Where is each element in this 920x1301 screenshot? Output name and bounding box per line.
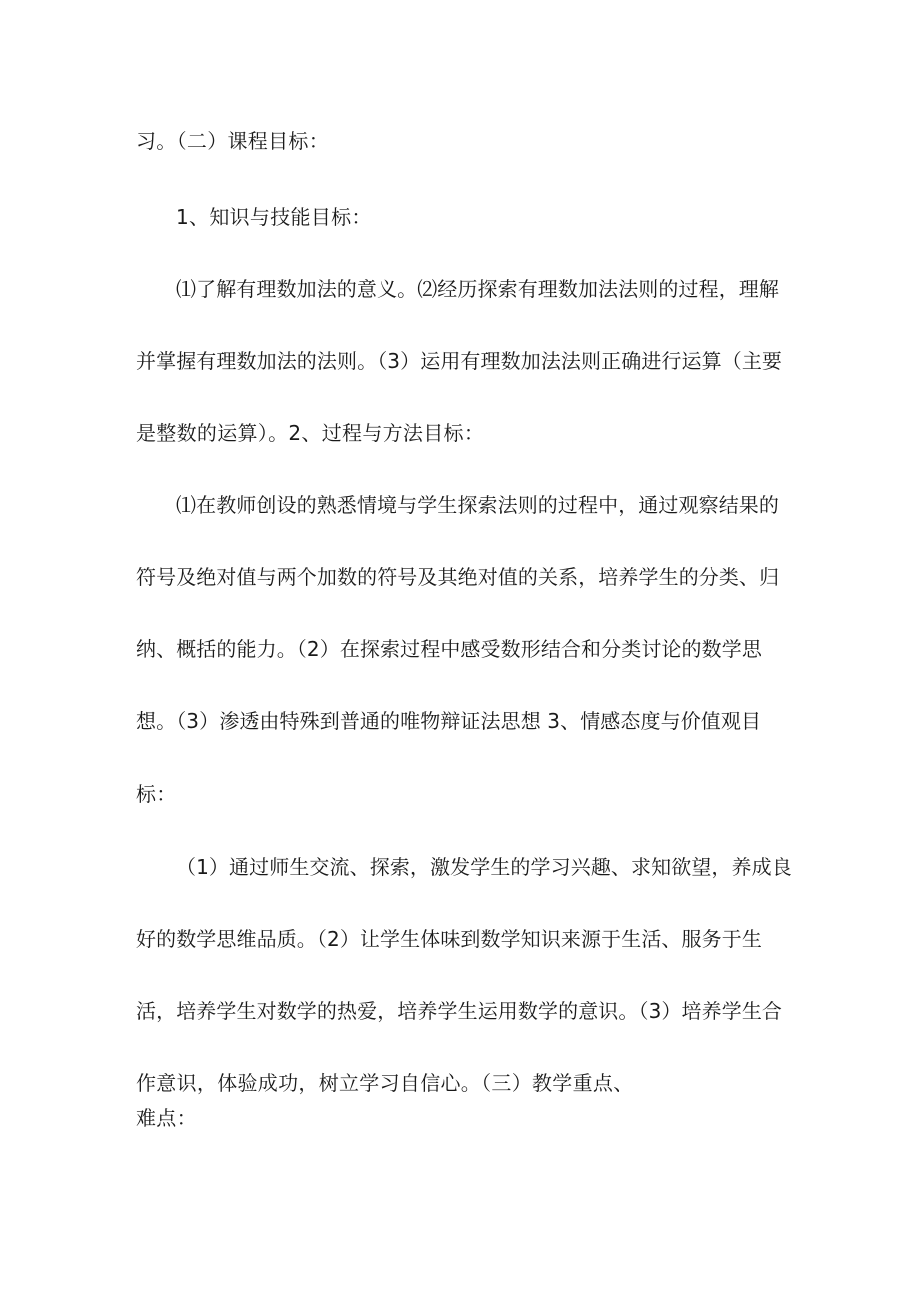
text-line-3: ⑴了解有理数加法的意义。⑵经历探索有理数加法法则的过程，理解 <box>176 277 779 301</box>
text-line-12: 好的数学思维品质。（2）让学生体味到数学知识来源于生活、服务于生 <box>136 927 762 951</box>
text-line-13: 活，培养学生对数学的热爱，培养学生运用数学的意识。（3）培养学生合 <box>136 999 783 1023</box>
text-line-9: 想。（3）渗透由特殊到普通的唯物辩证法思想 3、情感态度与价值观目 <box>136 709 762 733</box>
text-line-15: 难点： <box>136 1106 197 1130</box>
text-line-7: 符号及绝对值与两个加数的符号及其绝对值的关系，培养学生的分类、归 <box>136 565 780 589</box>
text-line-5: 是整数的运算）。2、过程与方法目标： <box>136 421 485 445</box>
text-line-14: 作意识，体验成功，树立学习自信心。（三）教学重点、 <box>136 1071 634 1095</box>
text-line-6: ⑴在教师创设的熟悉情境与学生探索法则的过程中，通过观察结果的 <box>176 493 779 517</box>
text-line-8: 纳、概括的能力。（2）在探索过程中感受数形结合和分类讨论的数学思 <box>136 637 762 661</box>
text-line-10: 标： <box>136 782 177 806</box>
text-line-1: 习。（二）课程目标： <box>136 129 329 153</box>
text-line-4: 并掌握有理数加法的法则。（3）运用有理数加法法则正确进行运算（主要 <box>136 349 783 373</box>
heading-knowledge-skills: 1、知识与技能目标： <box>176 205 372 229</box>
text-line-11: （1）通过师生交流、探索，激发学生的学习兴趣、求知欲望，养成良 <box>176 855 792 879</box>
